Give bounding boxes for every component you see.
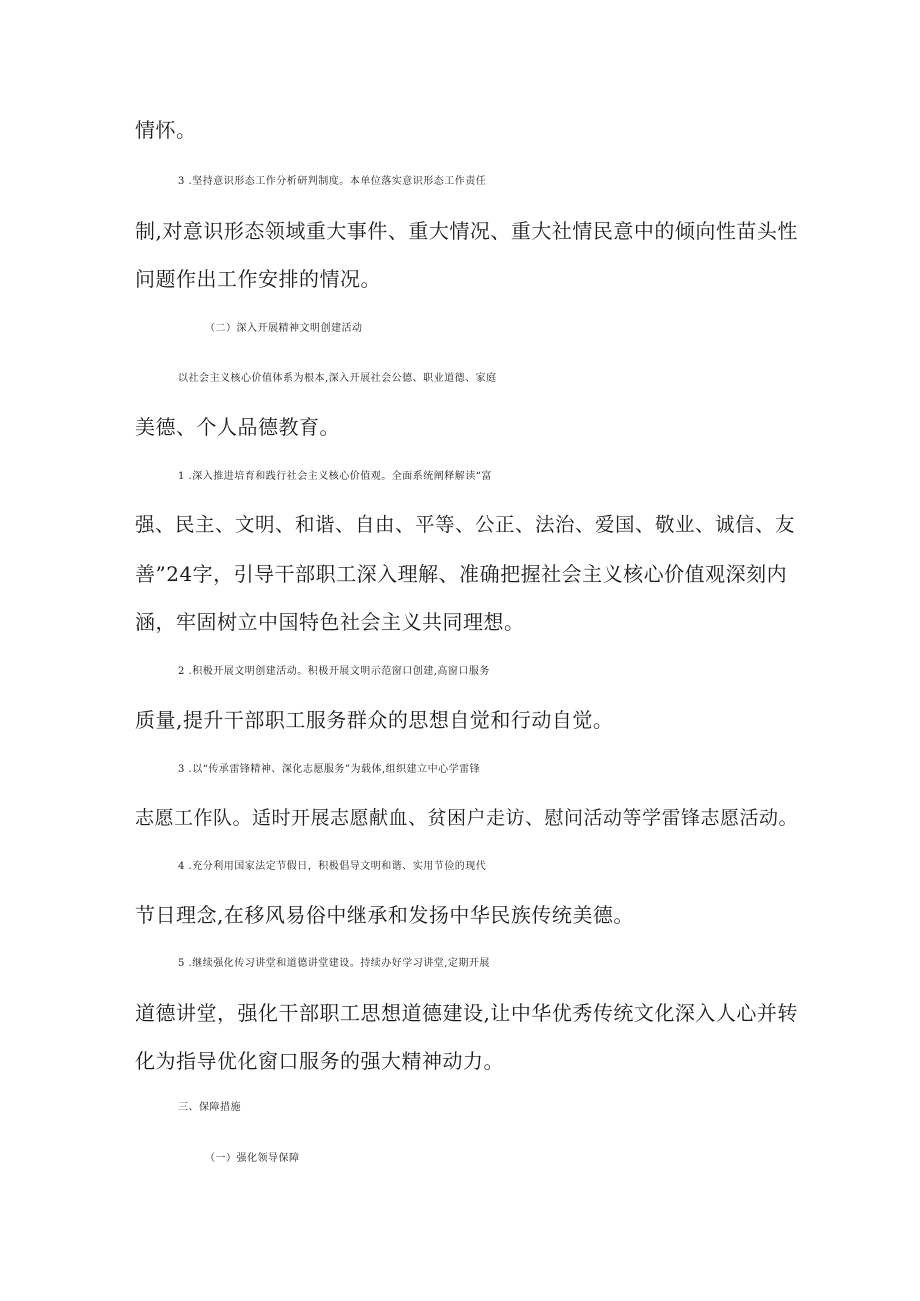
paragraph-line: 化为指导优化窗口服务的强大精神动力。 xyxy=(135,1049,504,1073)
paragraph-line: 道德讲堂，强化干部职工思想道德建设,让中华优秀传统文化深入人心并转 xyxy=(135,1001,798,1025)
paragraph-line: 美德、个人品德教育。 xyxy=(135,415,340,439)
paragraph-line: 涵，牢固树立中国特色社会主义共同理想。 xyxy=(135,610,525,634)
paragraph-line: 问题作出工作安排的情况。 xyxy=(135,267,381,291)
paragraph-line: 善”24字，引导干部职工深入理解、准确把握社会主义核心价值观深刻内 xyxy=(135,562,788,586)
paragraph-line: 4 .充分利用国家法定节假日，积极倡导文明和谐、实用节俭的现代 xyxy=(178,861,487,872)
section-subheading: （二）深入开展精神文明创建活动 xyxy=(205,323,363,334)
section-heading: 三、保障措施 xyxy=(178,1102,241,1113)
paragraph-line: 5 .继续强化传习讲堂和道德讲堂建设。持续办好学习讲堂,定期开展 xyxy=(178,958,490,969)
paragraph-line: 志愿工作队。适时开展志愿献血、贫困户走访、慰问活动等学雷锋志愿活动。 xyxy=(135,807,799,829)
paragraph-line: 制,对意识形态领域重大事件、重大情况、重大社情民意中的倾向性苗头性 xyxy=(135,219,798,243)
paragraph-line: 以社会主义核心价值体系为根本,深入开展社会公德、职业道德、家庭 xyxy=(178,373,497,384)
paragraph-line: 质量,提升干部职工服务群众的思想自觉和行动自觉。 xyxy=(135,708,614,732)
paragraph-line: 1 .深入推进培育和践行社会主义核心价值观。全面系统阐释解读“富 xyxy=(178,471,492,482)
paragraph-line: 强、民主、文明、和谐、自由、平等、公正、法治、爱国、敬业、诚信、友 xyxy=(135,513,796,536)
paragraph-line: 3 .以“传承雷锋精神、深化志愿服务”为载体,组织建立中心学雷锋 xyxy=(178,764,481,775)
paragraph-line: 3 .坚持意识形态工作分析研判制度。本单位落实意识形态工作责任 xyxy=(178,176,487,187)
paragraph-line: 情怀。 xyxy=(135,118,197,142)
paragraph-line: 节日理念,在移风易俗中继承和发扬中华民族传统美德。 xyxy=(135,903,634,927)
paragraph-line: 2 .积极开展文明创建活动。积极开展文明示范窗口创建,高窗口服务 xyxy=(178,666,490,677)
section-subheading: （一）强化领导保障 xyxy=(205,1153,300,1164)
